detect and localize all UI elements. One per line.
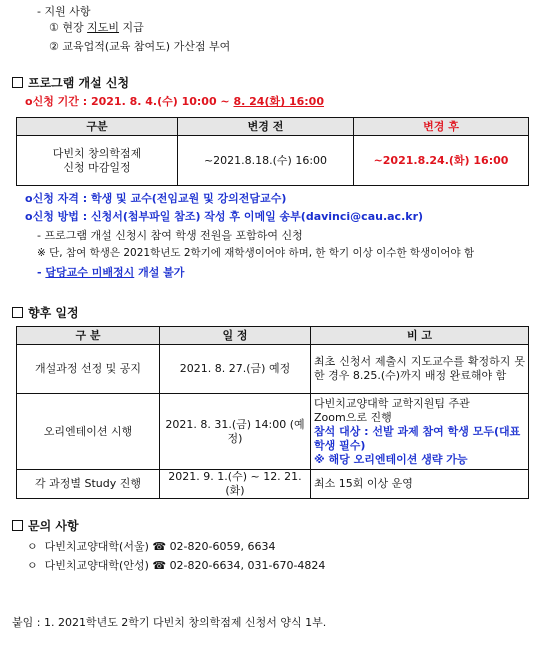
change-table-row-label-line2: 신청 마감일정 [63,160,131,174]
support-item-1-underlined: 지도비 [87,21,120,34]
contact-bullet: ㅇ [27,540,38,553]
note-professor-dash: - [37,266,46,279]
contact-bullet: ㅇ [27,559,38,572]
schedule-date: 2021. 8. 27.(금) 예정 [160,345,311,394]
application-period [25,93,324,109]
schedule-note-optional: ※ 해당 오리엔테이션 생략 가능 [314,452,468,466]
eligibility-text: 신청 자격 : 학생 및 교수(전임교원 및 강의전담교수) [32,192,287,205]
table-row [17,345,529,394]
program-section-title [12,74,129,91]
support-item-2-text: 교육업적(교육 참여도) 가산점 부여 [62,40,231,53]
change-table-header-category: 구분 [17,118,178,136]
note-enrollment-condition: ※ 단, 참여 학생은 2021학년도 2학기에 재학생이어야 하며, 한 학기 이상 이수한 학생이어야 함 [37,247,475,259]
application-period-label: 신청 기간 : 2021. 8. 4.(수) 10:00 ~ [32,95,234,108]
support-item-1-text-post: 지급 [119,21,144,34]
schedule-date: 2021. 9. 1.(수) ~ 12. 21.(화) [160,470,311,499]
schedule-date: 2021. 8. 31.(금) 14:00 (예정) [160,394,311,470]
schedule-section-title-text: 향후 일정 [28,306,79,320]
contact-name: 다빈치교양대학(안성) [44,559,149,572]
schedule-category: 각 과정별 Study 진행 [17,470,160,499]
attachment-note: 붙임 : 1. 2021학년도 2학기 다빈치 창의학점제 신청서 양식 1부. [12,616,327,629]
circle-bullet-icon: o [25,210,33,223]
application-method-text: 신청 방법 : 신청서(첨부파일 참조) 작성 후 이메일 송부(davinci@cau.ac.kr) [32,210,424,223]
table-row [17,470,529,499]
change-table-row-label-line1: 다빈치 창의학점제 [52,146,142,160]
note-professor-post: 개설 불가 [134,266,185,279]
schedule-header-category: 구 분 [17,327,160,345]
change-table-header-after: 변경 후 [354,118,529,136]
change-table-row-label [17,136,178,186]
change-table-header-row [17,118,529,136]
schedule-note-line: 다빈치교양대학 교학지원팀 주관 [314,396,470,410]
support-item-1-text-pre: 현장 [62,21,88,34]
schedule-note-line: Zoom으로 진행 [314,410,392,424]
contact-name: 다빈치교양대학(서울) [44,540,149,553]
schedule-table-header-row [17,327,529,345]
change-table [16,117,529,186]
support-item-1 [49,19,144,35]
phone-icon: ☎ [152,559,167,572]
program-section-title-text: 프로그램 개설 신청 [28,76,130,90]
schedule-category: 오리엔테이션 시행 [17,394,160,470]
schedule-section-title [12,304,79,321]
phone-icon: ☎ [152,540,167,553]
change-table-after-value: ~2021.8.24.(화) 16:00 [354,136,529,186]
note-professor-required [37,264,184,280]
contact-item [27,538,275,554]
contact-section-title [12,517,79,534]
contact-section-title-text: 문의 사항 [28,519,79,533]
contact-phones: 02-820-6634, 031-670-4824 [169,559,326,572]
support-item-2-number: ② [49,40,59,53]
note-professor-underlined: 담당교수 미배정시 [45,266,135,279]
schedule-note: 최초 신청서 제출시 지도교수를 확정하지 못한 경우 8.25.(수)까지 배정 완료해야 함 [311,345,529,394]
contact-item [27,557,325,573]
schedule-note-attendees: 참석 대상 : 선발 과제 참여 학생 모두(대표 학생 필수) [314,424,521,452]
schedule-header-date: 일 정 [160,327,311,345]
eligibility [25,190,286,206]
application-method [25,208,423,224]
change-table-header-before: 변경 전 [178,118,354,136]
table-row [17,394,529,470]
checkbox-square-icon [12,520,23,531]
note-include-students: - 프로그램 개설 신청시 참여 학생 전원을 포함하여 신청 [37,229,303,242]
schedule-category: 개설과정 선정 및 공지 [17,345,160,394]
support-heading: - 지원 사항 [37,5,91,18]
change-table-before-value: ~2021.8.18.(수) 16:00 [178,136,354,186]
application-period-end: 8. 24(화) 16:00 [233,95,324,108]
support-item-1-number: ① [49,21,59,34]
checkbox-square-icon [12,307,23,318]
support-item-2 [49,38,230,54]
schedule-note: 최소 15회 이상 운영 [311,470,529,499]
schedule-table [16,326,529,499]
contact-phones: 02-820-6059, 6634 [169,540,276,553]
circle-bullet-icon: o [25,95,33,108]
schedule-header-note: 비 고 [311,327,529,345]
circle-bullet-icon: o [25,192,33,205]
checkbox-square-icon [12,77,23,88]
schedule-note [311,394,529,470]
change-table-row [17,136,529,186]
